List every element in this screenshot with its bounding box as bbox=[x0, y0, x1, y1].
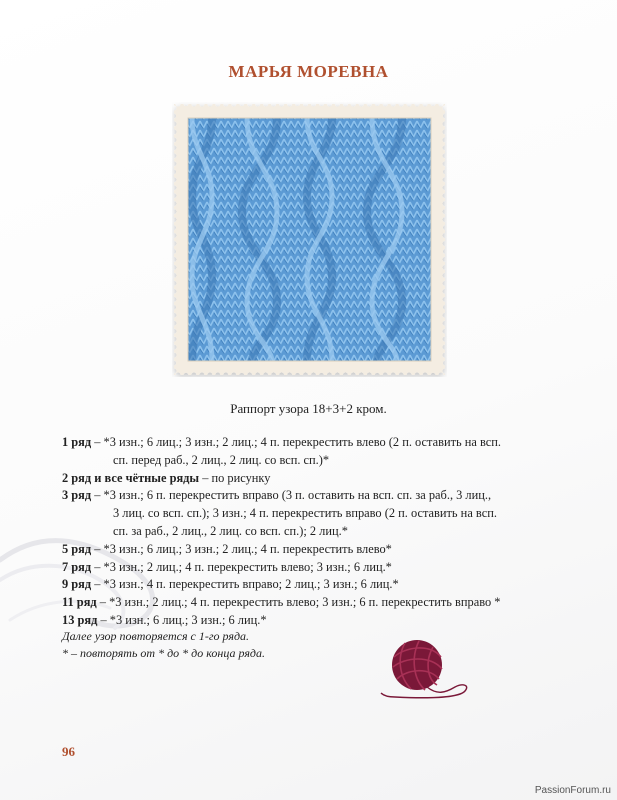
pattern-notes bbox=[62, 628, 265, 662]
row-separator: – bbox=[199, 470, 212, 485]
instruction-line bbox=[62, 576, 562, 594]
page-number: 96 bbox=[62, 744, 75, 759]
row-separator: – bbox=[91, 435, 104, 449]
row-label: 2 ряд и все чётные ряды bbox=[62, 470, 200, 485]
instruction-row bbox=[62, 470, 562, 488]
row-text: по рисунку bbox=[211, 470, 271, 485]
watermark: PassionForum.ru bbox=[534, 785, 611, 796]
row-text: *3 изн.; 6 лиц.; 3 изн.; 2 лиц.; 4 п. перекрестить влево* bbox=[103, 541, 392, 556]
row-text: *3 изн.; 4 п. перекрестить вправо; 2 лиц.; 3 изн.; 6 лиц.* bbox=[103, 577, 399, 592]
row-label: 5 ряд bbox=[62, 541, 92, 556]
row-text-continued: 3 лиц. со всп. сп.); 3 изн.; 4 п. перекрестить вправо (2 п. оставить на всп. bbox=[113, 506, 497, 521]
note-line: Далее узор повторяется с 1-го ряда. bbox=[62, 629, 250, 643]
row-text: *3 изн.; 2 лиц.; 4 п. перекрестить влево; 3 изн.; 6 п. перекрестить вправо * bbox=[109, 595, 501, 610]
row-separator: – bbox=[91, 559, 104, 574]
instruction-line bbox=[62, 594, 562, 612]
instruction-row bbox=[62, 559, 562, 577]
row-separator: – bbox=[91, 541, 104, 556]
row-text-continued: сп. перед раб., 2 лиц., 2 лиц. со всп. сп.)* bbox=[113, 452, 330, 467]
instruction-line bbox=[62, 559, 562, 577]
row-separator: – bbox=[91, 577, 104, 592]
instruction-line bbox=[62, 470, 562, 488]
row-label: 7 ряд bbox=[62, 559, 92, 574]
row-separator: – bbox=[96, 595, 110, 610]
knit-swatch-photo bbox=[172, 102, 447, 377]
row-separator: – bbox=[97, 612, 110, 627]
row-text: *3 изн.; 6 лиц.; 3 изн.; 2 лиц.; 4 п. перекрестить влево (2 п. оставить на всп. bbox=[103, 435, 501, 449]
instruction-line bbox=[62, 434, 562, 452]
row-label: 13 ряд bbox=[62, 612, 98, 627]
instruction-row bbox=[62, 576, 562, 594]
instruction-row bbox=[62, 594, 562, 612]
row-label: 9 ряд bbox=[62, 577, 92, 592]
knitting-instructions bbox=[62, 434, 562, 630]
instruction-line bbox=[62, 541, 562, 559]
row-text: *3 изн.; 6 п. перекрестить вправо (3 п. оставить на всп. сп. за раб., 3 лиц., bbox=[103, 488, 492, 503]
page-title: МАРЬЯ МОРЕВНА bbox=[228, 62, 389, 81]
row-label: 11 ряд bbox=[62, 595, 97, 610]
instruction-row bbox=[62, 541, 562, 559]
note-line: * – повторять от * до * до конца ряда. bbox=[62, 646, 265, 660]
row-separator: – bbox=[91, 488, 104, 503]
row-label: 1 ряд bbox=[62, 435, 92, 449]
row-text: *3 изн.; 6 лиц.; 3 изн.; 6 лиц.* bbox=[109, 612, 267, 627]
instruction-row bbox=[62, 434, 562, 470]
instruction-row bbox=[62, 487, 562, 540]
yarn-ball-icon bbox=[375, 635, 475, 705]
instruction-line bbox=[62, 487, 562, 505]
pattern-repeat-caption: Раппорт узора 18+3+2 кром. bbox=[230, 401, 387, 416]
row-label: 3 ряд bbox=[62, 488, 92, 503]
row-text: *3 изн.; 2 лиц.; 4 п. перекрестить влево; 3 изн.; 6 лиц.* bbox=[103, 559, 392, 574]
row-text-continued: сп. за раб., 2 лиц., 2 лиц. со всп. сп.); 2 лиц.* bbox=[113, 523, 348, 538]
